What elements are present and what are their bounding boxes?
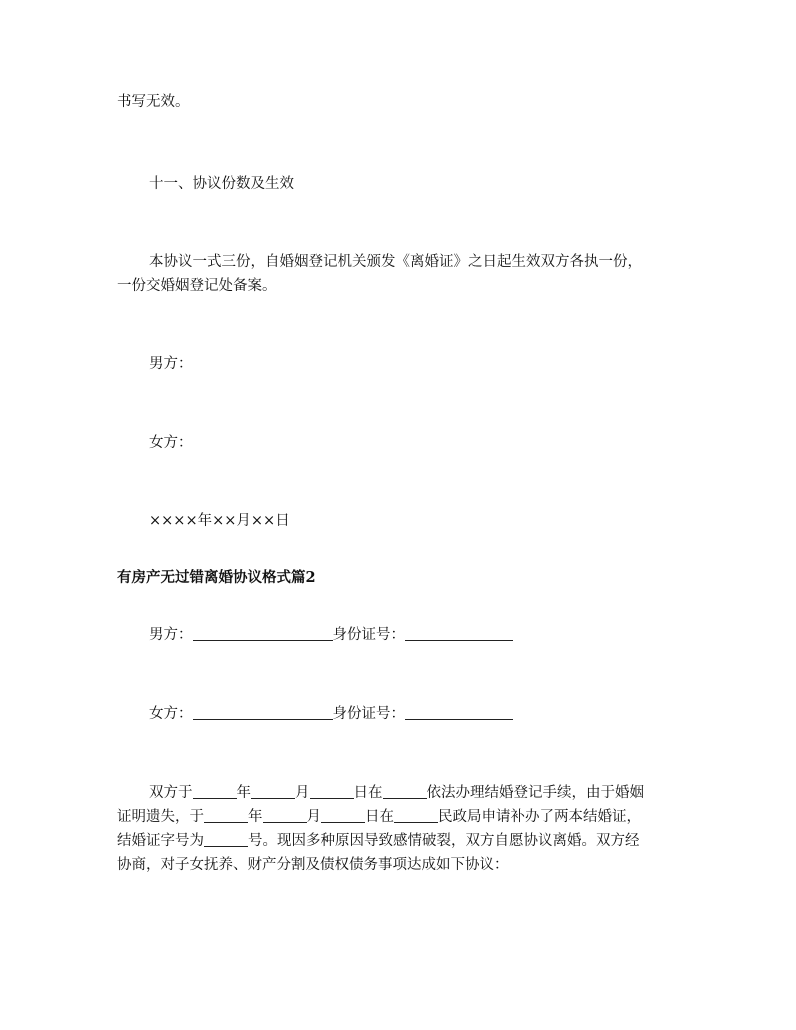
section-11-line-1: 本协议一式三份，自婚姻登记机关颁发《离婚证》之日起生效双方各执一份，	[149, 254, 642, 270]
bureau-blank	[394, 806, 438, 823]
month-blank	[263, 806, 307, 823]
intro-text: 年	[248, 809, 263, 825]
intro-text: 号。现因多种原因导致感情破裂，双方自愿协议离婚。双方经	[248, 833, 640, 849]
year-blank	[193, 782, 237, 799]
previous-section-tail: 书写无效。	[117, 94, 190, 110]
intro-text: 证明遗失，于	[117, 809, 204, 825]
marriage-intro-paragraph	[117, 781, 697, 877]
section-11-title: 十一、协议份数及生效	[149, 176, 294, 192]
male-id-label: 身份证号：	[332, 627, 405, 643]
month-blank	[251, 782, 295, 799]
intro-text: 月	[306, 809, 321, 825]
year-blank	[204, 806, 248, 823]
section-11-line-2: 一份交婚姻登记处备案。	[117, 278, 277, 294]
intro-text: 双方于	[149, 785, 193, 801]
certificate-number-blank	[204, 830, 248, 847]
day-blank	[321, 806, 365, 823]
intro-row-4: 协商，对子女抚养、财产分割及债权债务事项达成如下协议：	[117, 857, 509, 873]
signature-male: 男方：	[149, 356, 193, 372]
male-name-blank	[193, 624, 333, 641]
day-blank	[310, 782, 354, 799]
intro-text: 日在	[365, 809, 394, 825]
intro-row-3	[117, 829, 697, 853]
intro-text: 结婚证字号为	[117, 833, 204, 849]
article-2-heading: 有房产无过错离婚协议格式篇2	[117, 569, 316, 586]
party-female-label: 女方：	[149, 706, 193, 722]
party-female-row	[149, 702, 729, 726]
intro-text: 民政局申请补办了两本结婚证，	[438, 809, 641, 825]
intro-text: 年	[236, 785, 251, 801]
intro-row-1	[117, 781, 697, 805]
female-name-blank	[193, 703, 333, 720]
female-id-blank	[405, 703, 513, 720]
party-male-row	[149, 623, 729, 647]
section-11-paragraph	[117, 250, 697, 298]
intro-row-2	[117, 805, 697, 829]
intro-text: 依法办理结婚登记手续，由于婚姻	[426, 785, 644, 801]
signature-date: ××××年××月××日	[149, 513, 290, 529]
intro-text: 月	[295, 785, 310, 801]
male-id-blank	[405, 624, 513, 641]
signature-female: 女方：	[149, 435, 193, 451]
intro-text: 日在	[353, 785, 383, 801]
place-blank	[383, 782, 427, 799]
party-male-label: 男方：	[149, 627, 193, 643]
female-id-label: 身份证号：	[332, 706, 405, 722]
